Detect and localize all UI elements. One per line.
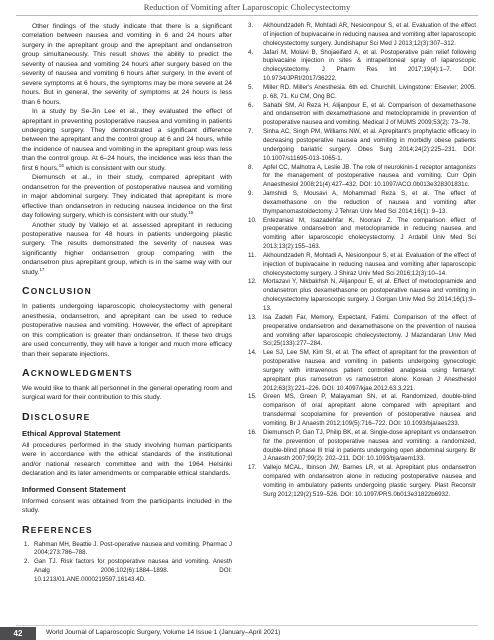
reference-item xyxy=(248,393,476,428)
informed-consent-subheading: Informed Consent Statement xyxy=(22,484,126,494)
reference-number: 12. xyxy=(248,278,257,286)
reference-number: 15. xyxy=(248,393,257,401)
citation-superscript: 15 xyxy=(188,209,194,215)
reference-number: 9. xyxy=(248,190,254,198)
reference-number: 4. xyxy=(248,48,254,56)
reference-number: 11. xyxy=(248,251,257,259)
reference-text: Isa Zadeh Far, Memory, Expectant, Fatimi. Comparison of the effect of preoperative ondansetron and dexamethasone on the prevention of nausea and vomiting after laparoscopic cholecystectomy. J Mazandaran Univ Med Sci;25(133):277–284. xyxy=(263,313,476,348)
running-head: Reduction of Vomiting after Laparoscopic Cholecystectomy xyxy=(143,2,351,12)
heading-initial: A xyxy=(22,366,31,379)
reference-text: Sinha AC, Singh PM, Williams NW, et al. Aprepitant's prophylactic efficacy in decreasing postoperative nausea and vomiting in morbidly obese patients undergoing bariatric surgery. Obes Surg 2014;24(2):225–231. DOI: 10.1007/s11695-013-1065-1. xyxy=(263,128,476,162)
acknowledgments-text: We would like to thank all personnel in the general operating room and surgical ward for their contribution to this study. xyxy=(22,384,232,402)
paragraph-text: which is consistent with our study. xyxy=(63,164,167,172)
reference-item xyxy=(248,190,476,217)
reference-number: 14. xyxy=(248,349,257,357)
reference-item xyxy=(248,164,476,191)
ethical-approval-text: All procedures performed in the study involving human participants were in accordance with the ethical standards of the institutional and/or national research committee and with the 1964 Helsinki declaration and its later amendments or comparable ethical standards. xyxy=(22,441,232,478)
reference-item xyxy=(248,217,476,252)
heading-rest: ISCLOSURE xyxy=(30,411,91,422)
reference-number: 16. xyxy=(248,428,257,436)
heading-initial: D xyxy=(22,410,31,423)
reference-item xyxy=(248,22,476,49)
paragraph-text: Another study by Vallejo et al. assessed aprepitant in reducing postoperative nausea for 48 hours in patients undergoing plastic surgery. The results demonstrated the severity of nausea was significantly higher ondansetron group comparing with the ondansetron plus aprepitant group, which is in the same way with our study. xyxy=(22,221,232,276)
reference-item xyxy=(22,558,232,585)
reference-item xyxy=(248,102,476,129)
disclosure-heading xyxy=(22,411,232,423)
conclusion-heading xyxy=(22,285,232,297)
discussion-paragraph: Other findings of the study indicate that there is a significant correlation between nausea and vomiting in 6 and 24 hours after surgery in the aprepitant group and the aprepitant and ondansetron group simultaneously. This result shows the ability to predict the severity of nausea and vomiting 24 hours after surgery based on the severity of nausea and vomiting 6 hours after surgery. In the event of severe symptoms at 6 hours, the symptoms may be more severe at 24 hours. But in general, the severity of symptoms at 24 hours is less than 6 hours. xyxy=(22,23,232,106)
reference-text: Lee SJ, Lee SM, Kim SI, et al. The effect of aprepitant for the prevention of postoperative nausea and vomiting in patients undergoing gynecologic surgery with intravenous patient controlled analgesia using fentanyl: aprepitant plus ramosetron vs ramosetron alone. Korean J Anesthesiol 2012;63(3):221–226. DOI: 10.4097/kjae.2012.63.3.221. xyxy=(263,349,476,392)
left-column xyxy=(22,22,232,620)
reference-text: Vallejo MCAL, Ibinson JW, Barnes LR, et al. Aprepitant plus ondansetron compared with ondansetron alone in reducing postoperative nausea and vomiting in ambulatory patients undergoing plastic surgery. Plast Reconstr Surg 2012;129(2):519–526. DOI: 10.1097/PRS.0b013e31822b6932. xyxy=(263,464,476,498)
header-divider xyxy=(16,15,478,16)
reference-number: 10. xyxy=(248,216,257,224)
reference-text: Diemunsch P, Gan TJ, Philip BK, et al. Single-dose aprepitant vs ondansetron for the prevention of postoperative nausea and vomiting: a randomized, double-blind phase III trial in patients undergoing open abdominal surgery. Br J Anaesth 2007;99(2): 202–211. DOI: 10.1093/bja/aem133. xyxy=(263,428,476,463)
reference-item xyxy=(248,252,476,279)
references-heading xyxy=(22,524,232,536)
reference-text: Apfel CC, Malhotra A, Leslie JB. The role of neurokinin-1 receptor antagonists for the management of postoperative nausea and vomiting. Curr Opin Anaesthesiol 2008;21(4):427–432. DOI: 10.1097/ACO.0b013e328301831c. xyxy=(263,163,476,189)
citation-superscript: 17 xyxy=(39,266,45,272)
right-column xyxy=(248,22,476,620)
reference-text: Miller RD. Miller's Anesthesia. 6th ed. Churchill, Livingstone: Elsevier; 2005. p. 68, 71. Ku CM, Ong BC. xyxy=(263,83,476,100)
reference-text: Entezariasl M, Isazadehfar K, Noorani Z. The comparison effect of preoperative ondansetron and metoclopramide in reducing nausea and vomiting after laparoscopic cholecystectomy. J Ardabil Univ Med Sci 2013;13(2):155–163. xyxy=(263,216,476,251)
reference-list xyxy=(22,541,232,585)
reference-number: 6. xyxy=(248,101,254,109)
heading-rest: EFERENCES xyxy=(30,524,93,535)
reference-number: 3. xyxy=(248,22,254,29)
reference-item xyxy=(248,349,476,393)
reference-item xyxy=(248,464,476,499)
reference-number: 2. xyxy=(24,558,30,566)
reference-number: 7. xyxy=(248,128,254,136)
ethical-approval-subheading: Ethical Approval Statement xyxy=(22,428,121,438)
reference-item xyxy=(248,278,476,313)
reference-text: Akhoundzadeh R, Mohtadi AR, Nesioonpour S, et al. Evaluation of the effect of injection of bupivacaine in reducing nausea and vomiting after laparoscopic cholecystectomy surgery. Jundishapur Sci Med J 2013;12(3):307–312. xyxy=(263,22,476,47)
reference-text: Mortazavi Y, Nikbakhsh N, Alijanpour E, et al. Effect of metoclopramide and ondansetron plus dexamethasone on postoperative nausea and vomiting in cholecystectomy laparoscopic surgery. J Gorgan Univ Med Sci 2014;16(1):9–13. xyxy=(263,278,476,312)
reference-number: 1. xyxy=(24,540,30,548)
reference-text: Jamshidi S, Mousavi A, Mohammad Reza S, et al. The effect of dexamethasone on the reduction of nausea and vomiting after thympanomastoidectomy. J Tehran Univ Med Sci 2014;16(1): 9–13. xyxy=(263,190,476,215)
reference-item xyxy=(248,49,476,84)
heading-initial: R xyxy=(22,523,31,536)
reference-text: Rahman MH, Beattie J. Post-operative nausea and vomiting. Pharmac J 2004;273:786–788. xyxy=(34,540,232,557)
footer-divider xyxy=(16,625,478,626)
reference-number: 17. xyxy=(248,464,257,472)
reference-item xyxy=(248,84,476,102)
discussion-paragraph-diemunsch xyxy=(22,173,232,220)
conclusion-text: In patients undergoing laparoscopic cholecystectomy with general anesthesia, ondansetron, and aprepitant can be used to reduce postoperative nausea and vomiting. However, the effect of aprepitant on this complication is greater than ondansetron. If these two drugs are used concurrently, they will have a longer and much more efficacy than their separate injections. xyxy=(22,303,232,358)
heading-initial: C xyxy=(22,285,31,298)
journal-citation: World Journal of Laparoscopic Surgery, Volume 14 Issue 1 (January–April 2021) xyxy=(46,629,281,636)
reference-number: 13. xyxy=(248,313,257,321)
citation-superscript: 16 xyxy=(58,162,64,168)
reference-number: 8. xyxy=(248,163,254,171)
reference-text: Akhoundzadeh R, Mohtadi A, Nesioonpour S, et al. Evaluation of the effect of injection of bupivacaine in reducing nausea and vomiting after laparoscopic cholecystectomy surgery. J Shiraz Univ Med Sci 2016;12(3):10–14. xyxy=(263,251,476,277)
reference-text: Gan TJ. Risk factors for postoperative nausea and vomiting. Anesth Analg 2006;102(6):1884–1898. DOI: 10.1213/01.ANE.0000219597.16143.4D. xyxy=(34,558,232,583)
paragraph-text: In a study by Se-Jin Lee et al., they evaluated the effect of aprepitant in preventing postoperative nausea and vomiting in patients undergoing surgery. They demonstrated a significant difference between the aprepitant and the control group at 6 and 24 hours, while the incidence of nausea and vomiting in the aprepitant group was less than the control group. At 6–24 hours, the incidence was less than the first 6 hours, xyxy=(22,108,232,172)
acknowledgments-heading xyxy=(22,367,232,379)
heading-rest: ONCLUSION xyxy=(30,286,92,297)
reference-text: Jafari M, Molavi B, Shojaeifard A, et al. Postoperative pain relief following bupivacaine injection in sites & intraperitoneal spray of laparoscopic cholecystectomy. J Pharm Res Int 2017;19(4):1–7. DOI: 10.9734/JPRI/2017/36222. xyxy=(263,48,476,83)
reference-text: Sahabi SM, Al Reza H, Alijanpour E, et al. Comparison of dexamethasone and ondansetron with dexamethasone and metoclopramide in prevention of postoperative nausea and vomiting. Medical J of MUMS 2009;53(2): 73–78. xyxy=(263,101,476,127)
page-number: 42 xyxy=(0,627,36,640)
reference-item xyxy=(248,429,476,464)
reference-item xyxy=(248,128,476,163)
paragraph-text: Diemunsch et al., in their study, compared aprepitant with ondansetron for the prevention of postoperative nausea and vomiting in major abdominal surgery. They indicated that aprepitant is more effective than ondansetron in reducing nausea incidence on the first day following surgery, which is consistent with our study. xyxy=(22,174,232,220)
discussion-paragraph-lee xyxy=(22,107,232,173)
reference-text: Green MS, Green P, Malayaman SN, et al. Randomized, double-blind comparison of oral aprepitant alone compared with aprepitant and transdermal scopolamine for prevention of postoperative nausea and vomiting. Br J Anaesth 2012;109(5):716–722. DOI: 10.1093/bja/aes233. xyxy=(263,393,476,427)
informed-consent-text: Informed consent was obtained from the participants included in the study. xyxy=(22,497,232,515)
discussion-paragraph-vallejo xyxy=(22,221,232,278)
reference-list-continued xyxy=(248,22,476,500)
reference-item xyxy=(22,541,232,559)
reference-number: 5. xyxy=(248,83,254,91)
reference-item xyxy=(248,314,476,349)
heading-rest: CKNOWLEDGMENTS xyxy=(30,367,133,378)
